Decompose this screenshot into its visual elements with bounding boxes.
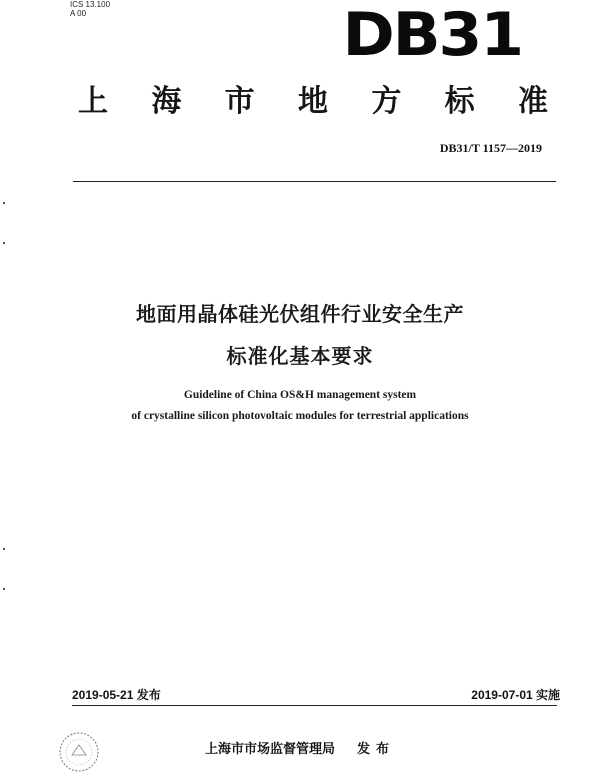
scan-mark [3, 588, 5, 590]
publish-action: 发布 [357, 742, 396, 757]
standard-type-char: 方 [371, 84, 402, 119]
classification-codes [70, 0, 110, 18]
header-divider [73, 181, 556, 182]
footer-divider [72, 705, 557, 706]
chinese-title-line-1: 地面用晶体硅光伏组件行业安全生产 [136, 302, 464, 326]
english-title-line-1: Guideline of China OS&H management system [183, 389, 417, 401]
standard-type-title [78, 84, 548, 120]
standard-type-char: 海 [151, 84, 182, 119]
standard-type-char: 市 [224, 84, 255, 119]
db31-logo: DB31 [342, 0, 522, 70]
standard-number: DB31/T 1157—2019 [439, 141, 542, 155]
scan-mark [3, 242, 5, 244]
standard-type-char: 上 [78, 84, 108, 119]
implementation-date: 2019-07-01 实施 [471, 688, 560, 702]
issue-date: 2019-05-21 发布 [72, 688, 161, 702]
ccs-code: A 00 [70, 9, 87, 18]
publisher-name: 上海市市场监督管理局 [204, 742, 335, 757]
standard-type-char: 准 [517, 84, 548, 119]
scan-mark [3, 202, 5, 204]
ics-code: ICS 13.100 [70, 0, 111, 9]
scan-mark [3, 548, 5, 550]
standard-type-char: 标 [444, 84, 475, 119]
english-title-line-2: of crystalline silicon photovoltaic modules for terrestrial applications [131, 410, 469, 422]
official-seal-stamp [58, 731, 100, 773]
chinese-title-line-2: 标准化基本要求 [226, 344, 374, 368]
standard-type-char: 地 [297, 84, 328, 119]
